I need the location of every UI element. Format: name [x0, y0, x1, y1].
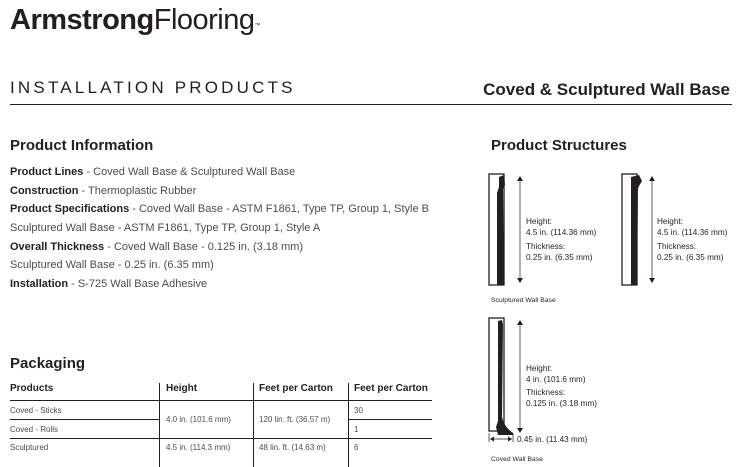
table-cell-height: 4.0 in. (101.6 mm): [166, 415, 231, 424]
info-value: Thermoplastic Rubber: [88, 184, 197, 197]
table-cell-count: 30: [354, 406, 363, 415]
thickness-value: 0.125 in. (3.18 mm): [526, 399, 597, 408]
document-title: Coved & Sculptured Wall Base: [483, 80, 730, 99]
logo-trademark: ™: [254, 23, 261, 29]
height-value: 4.5 in. (114.36 mm): [526, 228, 597, 237]
info-line: [10, 238, 429, 257]
column-header-height: Height: [166, 383, 198, 394]
info-label: Product Specifications: [10, 203, 130, 216]
info-value: S-725 Wall Base Adhesive: [77, 278, 208, 291]
info-value: Coved Wall Base & Sculptured Wall Base: [93, 166, 296, 178]
logo-text-armstrong: Armstrong: [10, 4, 154, 36]
info-value: Coved Wall Base - 0.125 in. (3.18 mm): [113, 240, 304, 253]
arrowhead-down: [649, 278, 655, 283]
thickness-label: Thickness:: [526, 242, 566, 251]
row-rule: [348, 419, 432, 420]
product-information-list: [10, 163, 429, 294]
product-structures-diagram: [480, 165, 742, 467]
table-cell-count: 6: [354, 443, 359, 452]
height-label: Height:: [526, 364, 552, 373]
info-line: [10, 275, 429, 294]
info-label: Construction: [10, 184, 79, 197]
arrowhead-right: [508, 437, 512, 442]
column-header-feet-per-carton: Feet per Carton: [354, 383, 428, 394]
header-row-rule: [10, 400, 432, 401]
height-value: 4.5 in. (114.36 mm): [657, 228, 728, 237]
arrowhead-up: [517, 320, 523, 325]
column-divider: [253, 383, 254, 467]
info-separator: -: [129, 203, 139, 216]
packaging-table: [10, 383, 432, 467]
thickness-value: 0.25 in. (6.35 mm): [526, 253, 593, 262]
arrowhead-down: [517, 278, 523, 283]
table-cell-product: Coved - Rolls: [10, 425, 59, 434]
logo-text-flooring: Flooring: [153, 4, 255, 36]
height-value: 4 in. (101.6 mm): [526, 375, 586, 384]
info-separator: -: [83, 166, 94, 178]
info-value: Sculptured Wall Base - 0.25 in. (6.35 mm): [10, 259, 214, 272]
sculptured-profile-2: [622, 174, 728, 285]
table-cell-count: 1: [354, 425, 359, 434]
info-label: Overall Thickness: [10, 240, 105, 253]
info-separator: -: [78, 184, 89, 197]
row-rule: [10, 419, 159, 420]
column-header-feet-per-carton: Feet per Carton: [259, 383, 333, 394]
info-label: Product Lines: [10, 166, 84, 178]
info-line: [10, 256, 429, 275]
height-label: Height:: [657, 217, 683, 226]
thickness-label: Thickness:: [526, 388, 566, 397]
column-divider: [159, 383, 160, 467]
thickness-label: Thickness:: [657, 242, 697, 251]
header-divider: [10, 104, 732, 105]
coved-profile: [489, 318, 597, 444]
table-cell-height: 4.5 in. (114.3 mm): [166, 443, 231, 452]
coved-caption: Coved Wall Base: [491, 456, 543, 463]
base-profile-shape: [631, 175, 642, 285]
sculptured-profile-1: [489, 174, 597, 285]
table-cell-product: Sculptured: [10, 443, 49, 452]
arrowhead-up: [517, 176, 523, 181]
table-cell-product: Coved - Sticks: [10, 406, 62, 415]
info-separator: -: [68, 278, 78, 291]
column-divider: [348, 383, 349, 467]
info-line: [10, 182, 429, 201]
armstrong-flooring-logo: [10, 2, 260, 38]
info-label: Installation: [10, 278, 69, 291]
info-value: Coved Wall Base - ASTM F1861, Type TP, Group 1, Style B: [138, 203, 429, 216]
toe-length-value: 0.45 in. (11.43 mm): [517, 435, 588, 444]
arrowhead-left: [490, 437, 494, 442]
product-structures-heading: Product Structures: [491, 137, 627, 154]
table-cell-feet: 120 lin. ft. (36.57 m): [259, 415, 331, 424]
column-header-products: Products: [10, 383, 54, 394]
info-line: [10, 219, 429, 238]
sculptured-caption: Sculptured Wall Base: [491, 297, 556, 304]
height-label: Height:: [526, 217, 552, 226]
arrowhead-up: [649, 176, 655, 181]
arrowhead-down: [517, 428, 523, 433]
product-information-heading: Product Information: [10, 137, 154, 154]
info-line: [10, 200, 429, 219]
section-label: INSTALLATION PRODUCTS: [10, 78, 296, 97]
thickness-value: 0.25 in. (6.35 mm): [657, 253, 724, 262]
packaging-heading: Packaging: [10, 355, 86, 372]
table-cell-feet: 48 lin. ft. (14.63 m): [259, 443, 326, 452]
row-rule: [10, 438, 432, 439]
info-separator: -: [104, 240, 114, 253]
info-line: [10, 163, 429, 182]
info-value: Sculptured Wall Base - ASTM F1861, Type TP, Group 1, Style A: [10, 222, 321, 235]
